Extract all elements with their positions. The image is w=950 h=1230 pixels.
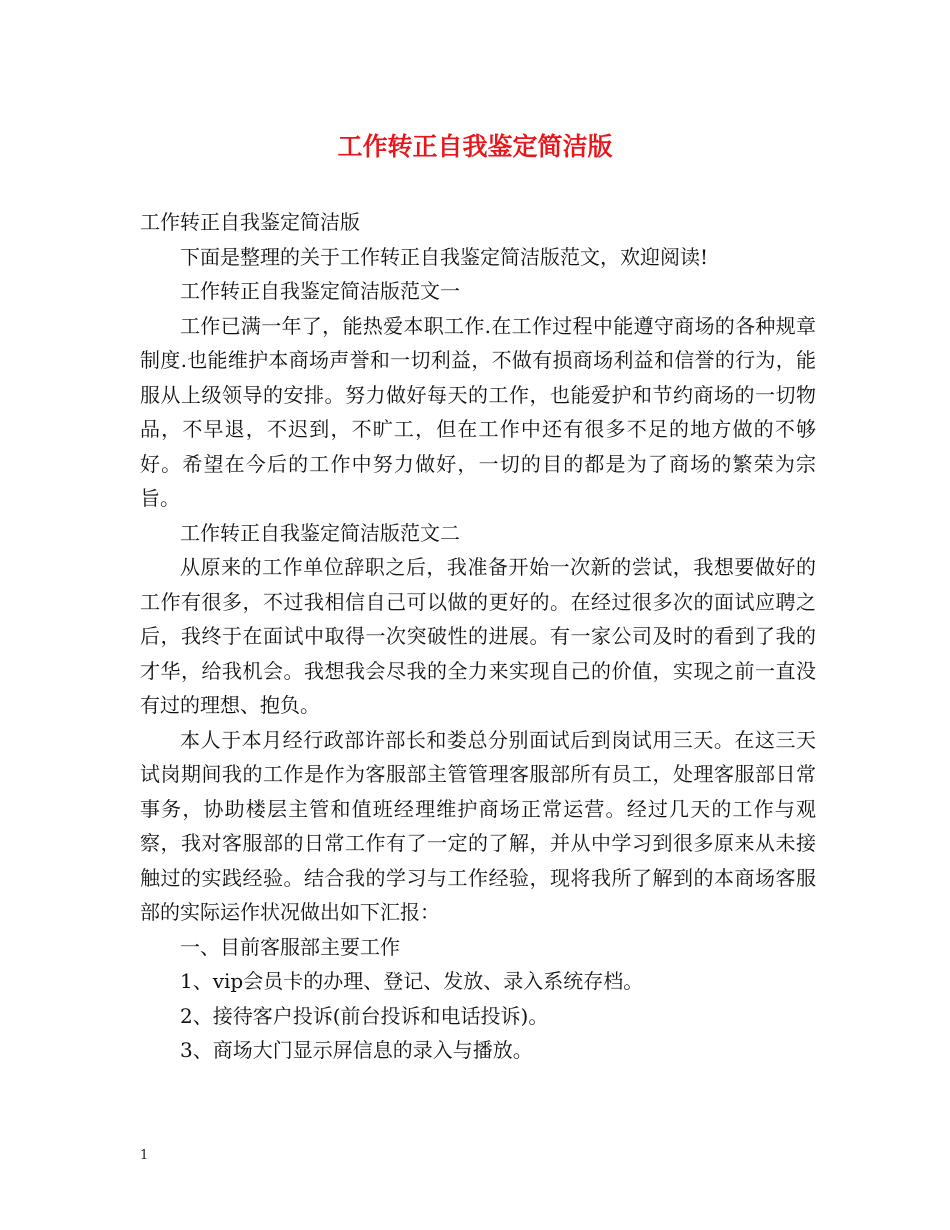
document-body	[140, 205, 816, 1068]
page-number: 1	[140, 1148, 149, 1163]
sample-one-paragraph: 工作已满一年了，能热爱本职工作.在工作过程中能遵守商场的各种规章制度.也能维护本商场声誉和一切利益，不做有损商场利益和信誉的行为，能服从上级领导的安排。努力做好每天的工作，也能爱护和节约商场的一切物品，不早退，不迟到，不旷工，但在工作中还有很多不足的地方做的不够好。希望在今后的工作中努力做好，一切的目的都是为了商场的繁荣为宗旨。	[140, 313, 816, 510]
subtitle-paragraph: 工作转正自我鉴定简洁版	[140, 210, 360, 234]
section-heading-main-work: 一、目前客服部主要工作	[180, 934, 400, 959]
list-item: 3、商场大门显示屏信息的录入与播放。	[180, 1038, 533, 1062]
sample-two-paragraph-1: 从原来的工作单位辞职之后，我准备开始一次新的尝试，我想要做好的工作有很多，不过我相信自己可以做的更好的。在经过很多次的面试应聘之后，我终于在面试中取得一次突破性的进展。有一家公司及时的看到了我的才华，给我机会。我想我会尽我的全力来实现自己的价值，实现之前一直没有过的理想、抱负。	[140, 555, 816, 717]
list-item: 1、vip会员卡的办理、登记、发放、录入系统存档。	[180, 969, 644, 993]
document-title: 工作转正自我鉴定简洁版	[337, 132, 613, 161]
section-heading-sample-two: 工作转正自我鉴定简洁版范文二	[180, 520, 460, 545]
section-heading-sample-one: 工作转正自我鉴定简洁版范文一	[180, 279, 460, 303]
list-item: 2、接待客户投诉(前台投诉和电话投诉)。	[180, 1003, 549, 1028]
sample-two-paragraph-2: 本人于本月经行政部许部长和娄总分别面试后到岗试用三天。在这三天试岗期间我的工作是作为客服部主管管理客服部所有员工，处理客服部日常事务，协助楼层主管和值班经理维护商场正常运营。经过几天的工作与观察，我对客服部的日常工作有了一定的了解，并从中学习到很多原来从未接触过的实践经验。结合我的学习与工作经验，现将我所了解到的本商场客服部的实际运作状况做出如下汇报：	[140, 727, 816, 924]
intro-paragraph: 下面是整理的关于工作转正自我鉴定简洁版范文，欢迎阅读!	[180, 244, 709, 269]
